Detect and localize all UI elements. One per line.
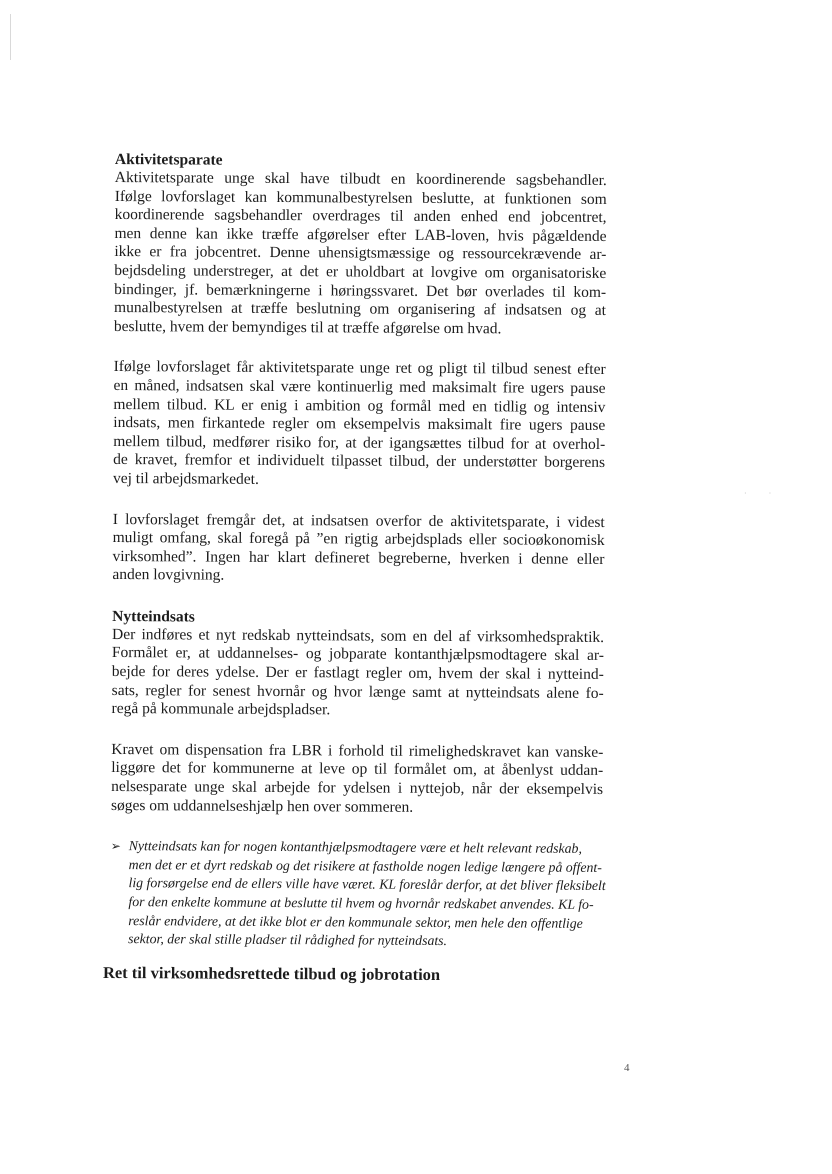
- paragraph: [112, 626, 605, 722]
- text-line: anden lovgivning.: [112, 566, 225, 584]
- text-line: ikke er fra jobcentret. Denne uhensigtsmæssige og ressourcekrævende ar-: [114, 243, 607, 264]
- text-line: Ifølge lovforslaget får aktivitetsparate unge ret og pligt til tilbud senest efter: [113, 358, 606, 379]
- arrow-bullet-icon: ➢: [110, 839, 121, 854]
- section-heading-aktivitetsparate: Aktivitetsparate: [114, 150, 223, 169]
- page-content: [102, 150, 607, 986]
- paragraph: [113, 358, 606, 491]
- text-line: men denne kan ikke træffe afgørelser efter LAB-loven, hvis pågældende: [114, 224, 607, 245]
- text-line: bejde for deres ydelse. Der er fastlagt regler om, hvem der skal i nytteind-: [111, 663, 604, 684]
- paragraph: [114, 169, 607, 339]
- bullet-line: men det er et dyrt redskab og det risikere at fastholde nogen ledige længere på offent-: [128, 856, 602, 875]
- text-line: mellem tilbud. KL er enig i ambition og formål med en tidlig og intensiv: [113, 395, 606, 416]
- bullet-line: reslår endvidere, at det ikke blot er den kommunale sektor, men hele den offentlige: [128, 912, 583, 931]
- text-line: liggøre det for kommunerne at leve op til formålet om, at åbenlyst uddan-: [111, 759, 604, 780]
- scan-edge-mark: [10, 14, 11, 60]
- text-line: Aktivitetsparate unge skal have tilbudt en koordinerende sagsbehandler.: [114, 168, 607, 190]
- text-line: regå på kommunale arbejdspladser.: [111, 700, 331, 719]
- text-line: virksomhed”. Ingen har klart defineret begreberne, hverken i denne eller: [112, 547, 605, 568]
- text-line: nelsesparate unge skal arbejde for ydelsen i nyttejob, når der eksempelvis: [111, 778, 604, 799]
- text-line: sats, regler for senest hvornår og hvor længe samt at nytteindsats alene fo-: [111, 681, 604, 702]
- text-line: koordinerende sagsbehandler overdrages til anden enhed end jobcentret,: [114, 206, 607, 227]
- text-line: bejdsdeling understreger, at det er uholdbart at lovgive om organisatoriske: [114, 261, 607, 282]
- text-line: en måned, indsatsen skal være kontinuerlig med maksimalt fire ugers pause: [113, 376, 606, 397]
- text-line: Ifølge lovforslaget kan kommunalbestyrelsen beslutte, at funktionen som: [114, 187, 607, 208]
- page-number: 4: [624, 1062, 630, 1074]
- scan-speck: · ·: [744, 489, 782, 498]
- section-heading-nytteindsats: Nytteindsats: [112, 607, 195, 626]
- text-line: Kravet om dispensation fra LBR i forhold til rimelighedskravet kan vanske-: [111, 740, 604, 761]
- text-line: muligt omfang, skal foregå på ”en rigtig arbejdsplads eller socioøkonomisk: [112, 529, 605, 550]
- bullet-line: for den enkelte kommune at beslutte til hvem og hvornår redskabet anvendes. KL fo-: [128, 894, 594, 912]
- bullet-line: sektor, der skal stille pladser til rådighed for nytteindsats.: [128, 931, 448, 949]
- text-line: de kravet, fremfor et individuelt tilpasset tilbud, der understøtter borgerens: [113, 451, 606, 472]
- text-line: mellem tilbud, medfører risiko for, at der igangsættes tilbud for at overhol-: [113, 432, 606, 453]
- bullet-line: lig forsørgelse end de ellers ville have været. KL foreslår derfor, at det bliver fleksibelt: [128, 875, 606, 894]
- paragraph: [112, 510, 604, 587]
- paragraph: [111, 741, 603, 818]
- section-heading-virksomhedsrettede-tilbud: Ret til virksomhedsrettede tilbud og jobrotation: [102, 962, 441, 984]
- text-line: beslutte, hvem der bemyndiges til at træffe afgørelse om hvad.: [113, 317, 502, 338]
- text-line: Der indføres et nyt redskab nytteindsats, som en del af virksomhedspraktik.: [111, 625, 605, 646]
- text-line: munalbestyrelsen at træffe beslutning om organisering af indsatsen og at: [113, 299, 607, 320]
- bullet-line: Nytteindsats kan for nogen kontanthjælpsmodtagere være et helt relevant redskab,: [128, 838, 582, 857]
- text-line: Formålet er, at uddannelses- og jobparate kontanthjælpsmodtagere skal ar-: [111, 644, 604, 665]
- recommendation-bullet: [110, 837, 606, 952]
- text-line: bindinger, jf. bemærkningerne i høringssvaret. Det bør overlades til kom-: [114, 280, 607, 301]
- text-line: søges om uddannelseshjælp hen over sommeren.: [110, 796, 414, 816]
- text-line: vej til arbejdsmarkedet.: [112, 469, 259, 488]
- text-line: indsats, men firkantede regler om eksempelvis maksimalt fire ugers pause: [113, 414, 606, 435]
- text-line: I lovforslaget fremgår det, at indsatsen overfor de aktivitetsparate, i videst: [112, 510, 605, 531]
